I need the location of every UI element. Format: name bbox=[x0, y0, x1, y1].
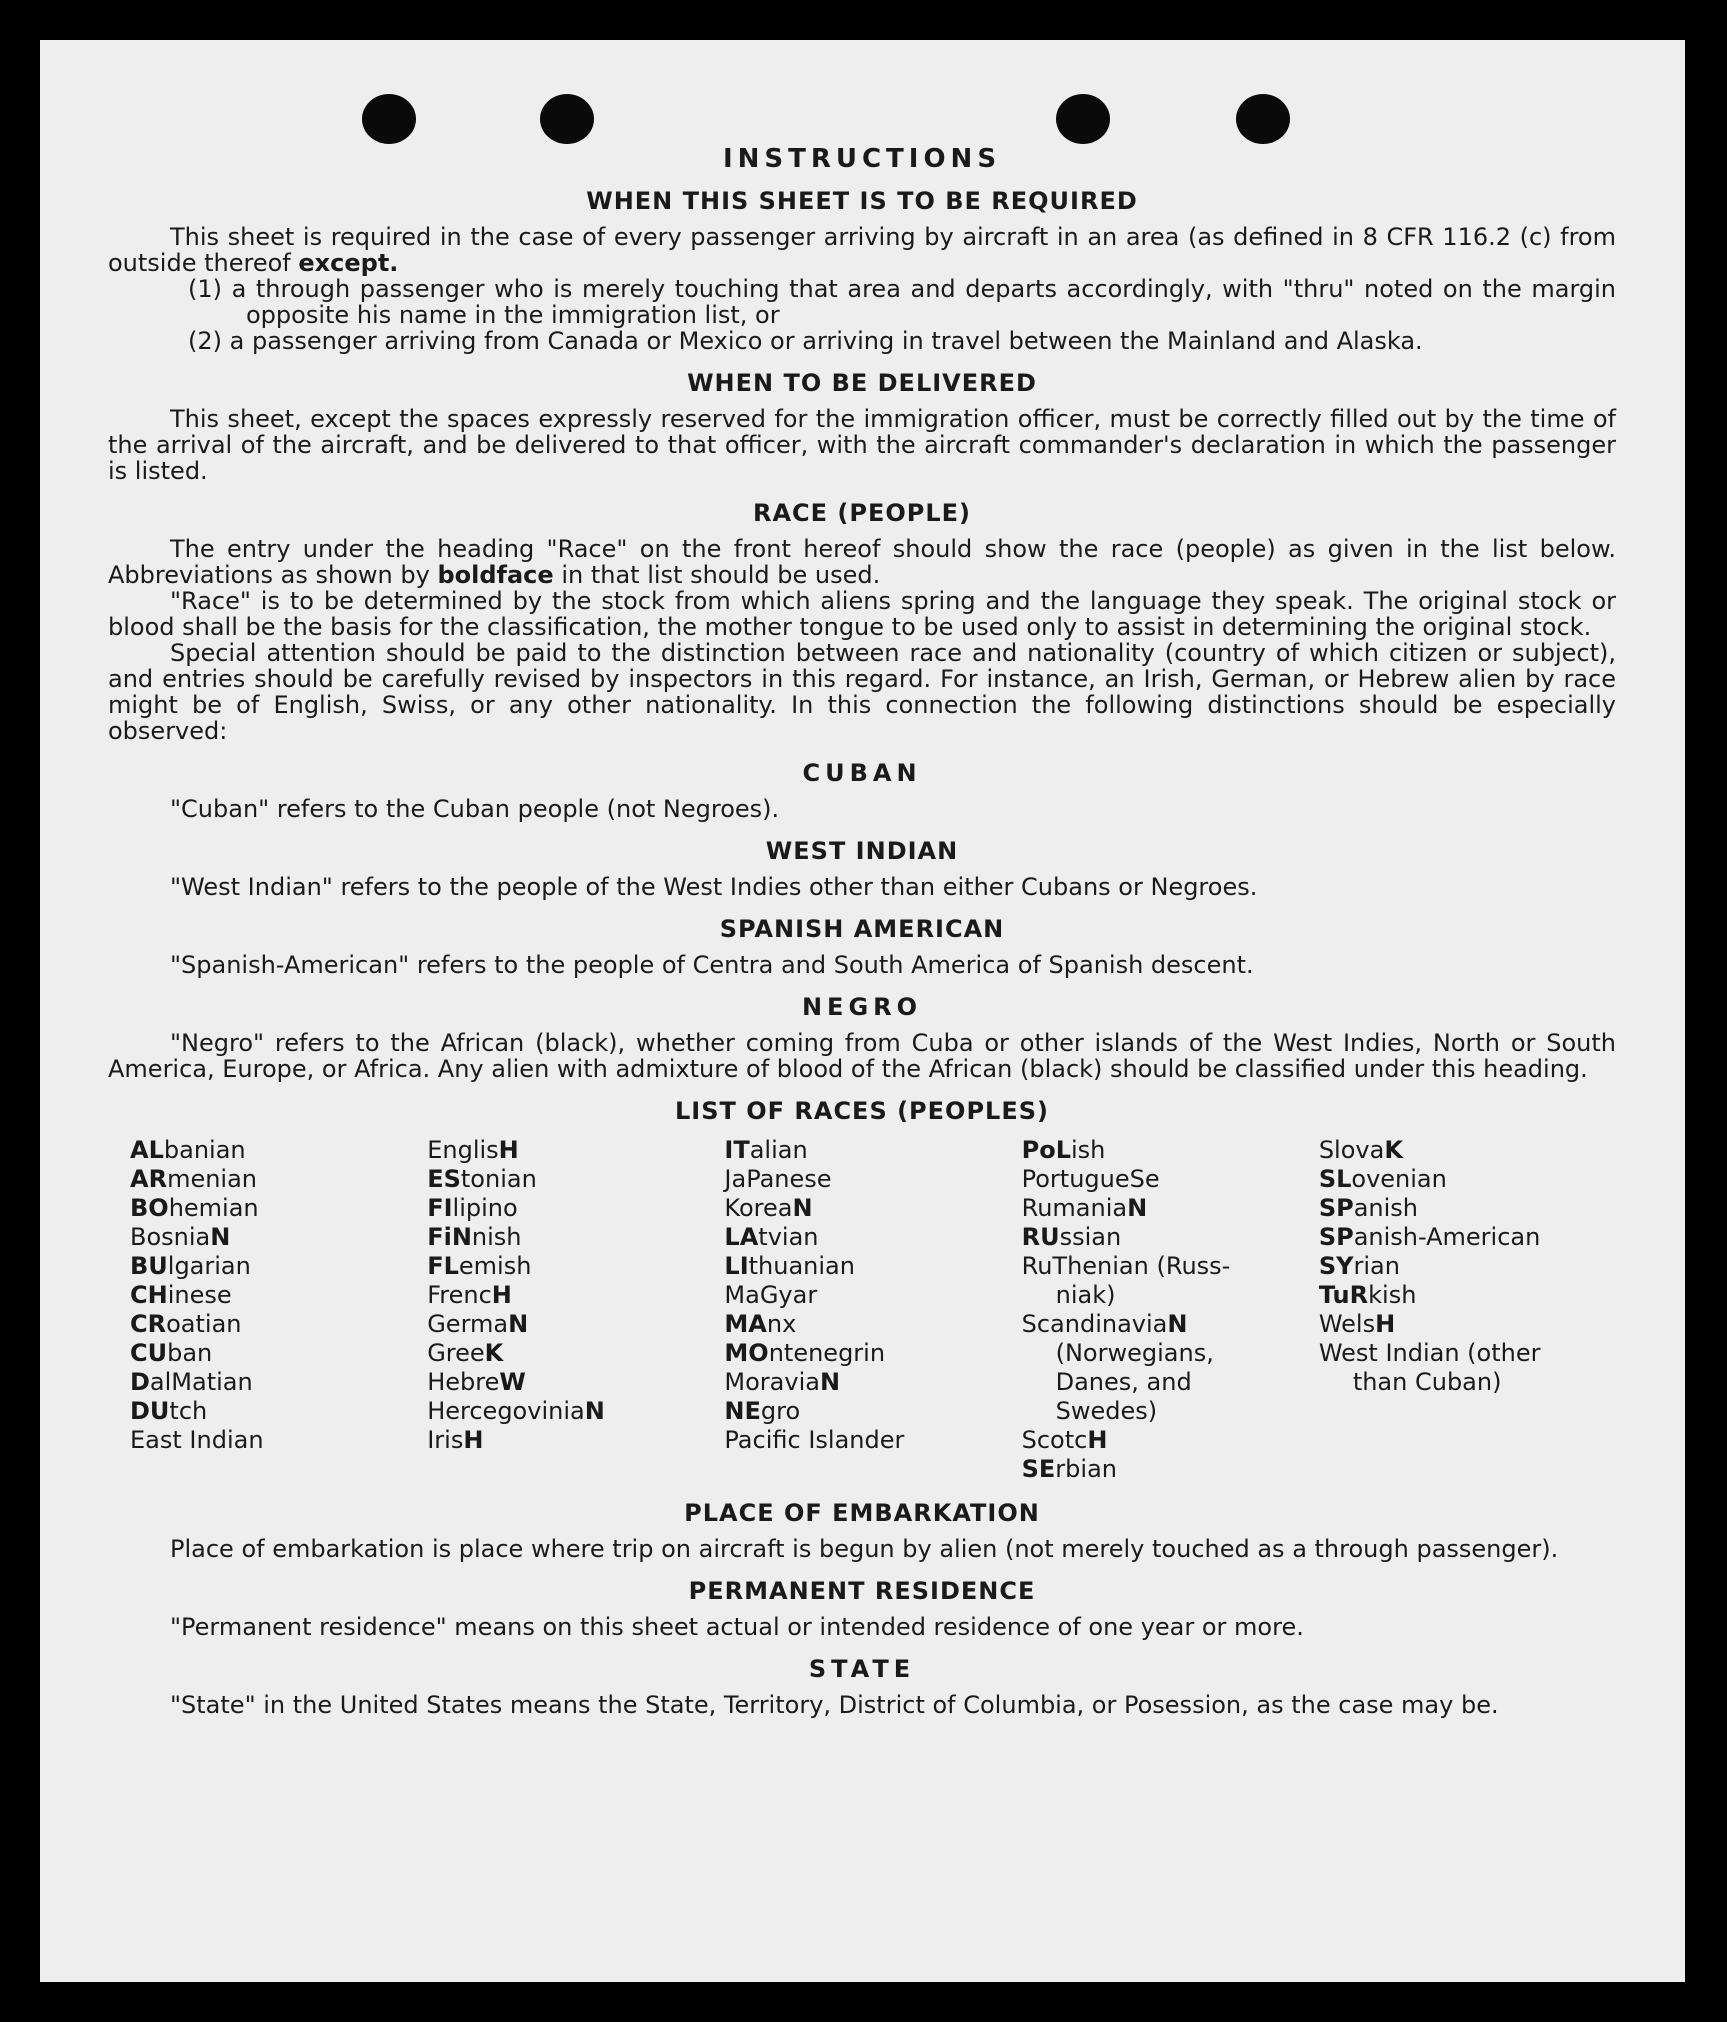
race-entry: CUban bbox=[130, 1339, 213, 1367]
race-entry: West Indian (other bbox=[1318, 1339, 1541, 1367]
paragraph: Place of embarkation is place where trip on aircraft is begun by alien (not merely touched as a through passenger). bbox=[170, 1535, 1559, 1563]
race-entry: WelsH bbox=[1318, 1310, 1396, 1338]
race-entry: FiNnish bbox=[427, 1223, 522, 1251]
paragraph: "Permanent residence" means on this sheet actual or intended residence of one year or more. bbox=[170, 1613, 1304, 1641]
race-entry: East Indian bbox=[130, 1426, 264, 1454]
race-entry: MaGyar bbox=[724, 1281, 818, 1309]
race-entry: LAtvian bbox=[724, 1223, 819, 1251]
section-heading: LIST OF RACES (PEOPLES) bbox=[675, 1097, 1049, 1125]
race-entry: EnglisH bbox=[427, 1136, 519, 1164]
race-entry: DUtch bbox=[130, 1397, 208, 1425]
race-entry: JaPanese bbox=[724, 1165, 832, 1193]
race-entry: EStonian bbox=[427, 1165, 537, 1193]
race-column bbox=[724, 1136, 1021, 1484]
race-entry: PortugueSe bbox=[1021, 1165, 1160, 1193]
section-heading: CUBAN bbox=[802, 759, 922, 787]
race-entry: SYrian bbox=[1318, 1252, 1400, 1280]
race-column bbox=[130, 1136, 427, 1484]
race-entry: BOhemian bbox=[130, 1194, 259, 1222]
section-heading: WEST INDIAN bbox=[765, 837, 959, 865]
race-entry: DalMatian bbox=[130, 1368, 253, 1396]
paragraph: "West Indian" refers to the people of the West Indies other than either Cubans or Negroes. bbox=[170, 873, 1258, 901]
race-entry: ScotcH bbox=[1021, 1426, 1108, 1454]
section-heading: NEGRO bbox=[801, 993, 923, 1021]
punch-hole bbox=[540, 94, 594, 144]
document-content bbox=[108, 146, 1616, 1718]
race-entry: HebreW bbox=[427, 1368, 526, 1396]
race-entry: ARmenian bbox=[130, 1165, 258, 1193]
race-entry: RumaniaN bbox=[1021, 1194, 1148, 1222]
race-entry: niak) bbox=[1055, 1281, 1116, 1309]
section-heading: PLACE OF EMBARKATION bbox=[684, 1499, 1040, 1527]
race-entry: SLovenian bbox=[1318, 1165, 1447, 1193]
race-entry: SPanish-American bbox=[1318, 1223, 1541, 1251]
race-entry: IrisH bbox=[427, 1426, 484, 1454]
paragraph: "Spanish-American" refers to the people of Centra and South America of Spanish descent. bbox=[170, 951, 1254, 979]
paragraph: This sheet, except the spaces expressly reserved for the immigration officer, must be correctly filled out by the time of the arrival of the aircraft, and be delivered to that officer, with the aircraft commander's declaration in which the passenger is listed. bbox=[108, 405, 1616, 485]
race-entry: RUssian bbox=[1021, 1223, 1122, 1251]
race-entry: SErbian bbox=[1021, 1455, 1117, 1483]
race-column bbox=[427, 1136, 724, 1484]
race-entry: GermaN bbox=[427, 1310, 529, 1338]
punch-hole bbox=[1056, 94, 1110, 144]
race-entry: (Norwegians, bbox=[1055, 1339, 1214, 1367]
race-entry: HercegoviniaN bbox=[427, 1397, 605, 1425]
page-title: INSTRUCTIONS bbox=[722, 144, 1002, 174]
race-entry: FLemish bbox=[427, 1252, 532, 1280]
punch-hole bbox=[1236, 94, 1290, 144]
race-entry: ScandinaviaN bbox=[1021, 1310, 1188, 1338]
race-entry: BosniaN bbox=[130, 1223, 231, 1251]
section-heading: SPANISH AMERICAN bbox=[719, 915, 1005, 943]
race-entry: FIlipino bbox=[427, 1194, 518, 1222]
paragraph: The entry under the heading "Race" on the front hereof should show the race (people) as given in the list below. Abbreviations as shown by boldface in that list should be used. bbox=[108, 535, 1616, 589]
race-list bbox=[130, 1136, 1616, 1484]
paragraph: This sheet is required in the case of every passenger arriving by aircraft in an area (as defined in 8 CFR 116.2 (c) from outside thereof except. bbox=[108, 223, 1616, 277]
race-entry: SlovaK bbox=[1318, 1136, 1403, 1164]
race-entry: PoLish bbox=[1021, 1136, 1106, 1164]
race-entry: ITalian bbox=[724, 1136, 808, 1164]
race-entry: Swedes) bbox=[1055, 1397, 1158, 1425]
race-entry: Pacific Islander bbox=[724, 1426, 905, 1454]
race-entry: ALbanian bbox=[130, 1136, 246, 1164]
race-entry: MOntenegrin bbox=[724, 1339, 886, 1367]
section-heading: WHEN THIS SHEET IS TO BE REQUIRED bbox=[586, 187, 1138, 215]
race-column bbox=[1022, 1136, 1319, 1484]
race-entry: GreeK bbox=[427, 1339, 504, 1367]
section-heading: PERMANENT RESIDENCE bbox=[688, 1577, 1036, 1605]
race-entry: than Cuban) bbox=[1352, 1368, 1502, 1396]
race-entry: BUlgarian bbox=[130, 1252, 251, 1280]
punch-hole bbox=[362, 94, 416, 144]
race-column bbox=[1319, 1136, 1616, 1484]
race-entry: MoraviaN bbox=[724, 1368, 841, 1396]
list-item: (1) a through passenger who is merely touching that area and departs accordingly, with "thru" noted on the margin opposite his name in the immigration list, or bbox=[188, 275, 1616, 329]
section-heading: WHEN TO BE DELIVERED bbox=[687, 369, 1037, 397]
race-entry: SPanish bbox=[1318, 1194, 1418, 1222]
race-entry: CRoatian bbox=[130, 1310, 242, 1338]
race-entry: NEgro bbox=[724, 1397, 801, 1425]
race-entry: CHinese bbox=[130, 1281, 232, 1309]
race-entry: LIthuanian bbox=[724, 1252, 855, 1280]
race-entry: TuRkish bbox=[1318, 1281, 1417, 1309]
list-item: (2) a passenger arriving from Canada or Mexico or arriving in travel between the Mainland and Alaska. bbox=[188, 327, 1423, 355]
paragraph: "Race" is to be determined by the stock from which aliens spring and the language they speak. The original stock or blood shall be the basis for the classification, the mother tongue to be used only to assist in determining the original stock. bbox=[108, 587, 1616, 641]
race-entry: RuThenian (Russ- bbox=[1021, 1252, 1231, 1280]
paragraph: "State" in the United States means the State, Territory, District of Columbia, or Posession, as the case may be. bbox=[170, 1691, 1499, 1719]
section-heading: RACE (PEOPLE) bbox=[752, 499, 972, 527]
race-entry: MAnx bbox=[724, 1310, 797, 1338]
paragraph: "Cuban" refers to the Cuban people (not Negroes). bbox=[170, 795, 780, 823]
paragraph: Special attention should be paid to the distinction between race and nationality (country of which citizen or subject), and entries should be carefully revised by inspectors in this regard. For instance, an Irish, German, or Hebrew alien by race might be of English, Swiss, or any other nationality. In this connection the following distinctions should be especially observed: bbox=[108, 639, 1616, 745]
race-entry: Danes, and bbox=[1055, 1368, 1192, 1396]
race-entry: FrencH bbox=[427, 1281, 512, 1309]
paragraph: "Negro" refers to the African (black), whether coming from Cuba or other islands of the West Indies, North or South America, Europe, or Africa. Any alien with admixture of blood of the African (black) should be classified under this heading. bbox=[108, 1029, 1616, 1083]
race-entry: KoreaN bbox=[724, 1194, 813, 1222]
section-heading: STATE bbox=[808, 1655, 916, 1683]
